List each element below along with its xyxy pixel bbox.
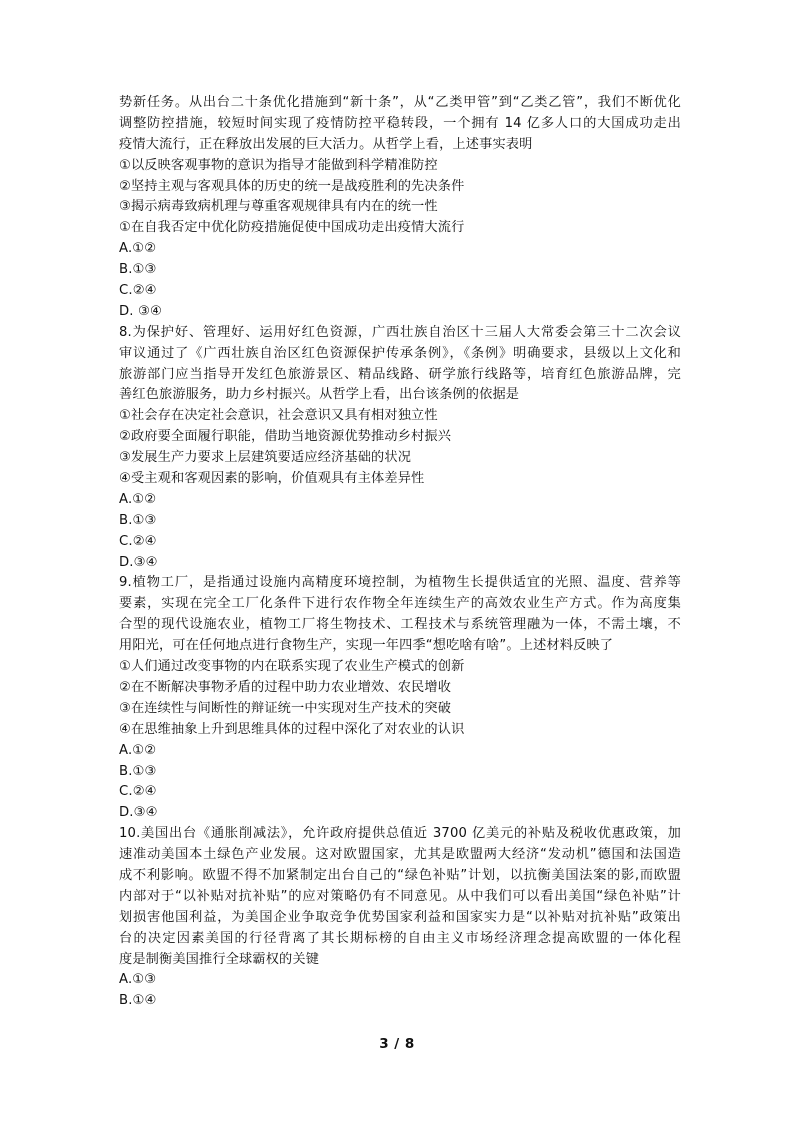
question-10-option-b: B.①④ [119,993,157,1009]
question-8-stem-line: 8.为保护好、管理好、运用好红色资源，广西壮族自治区十三届人大常委会第三十二次会议 [119,324,681,340]
question-9-stem-line: 用阳光，可在任何地点进行食物生产，实现一年四季“想吃啥有啥”。上述材料反映了 [119,638,614,654]
question-10-stem-line: 划损害他国利益，为美国企业争取竞争优势国家利益和国家实力是“以补贴对抗补贴”政策出 [119,909,681,925]
question-8-statement: ③发展生产力要求上层建筑要适应经济基础的状况 [119,450,412,466]
question-7-option-d: D. ③④ [119,303,162,319]
question-7-statement: ①在自我否定中优化防疫措施促使中国成功走出疫情大流行 [119,220,465,236]
question-7-stem-line: 势新任务。从出台二十条优化措施到“新十条”，从“乙类甲管”到“乙类乙管”，我们不断优化 [119,95,681,110]
question-8-stem-line: 善红色旅游服务，助力乡村振兴。从哲学上看，出台该条例的依据是 [119,387,520,403]
question-10 [119,824,681,1012]
question-7-stem-line: 调整防控措施，较短时间实现了疫情防控平稳转段，一个拥有 14 亿多人口的大国成功走出 [119,115,681,131]
question-10-stem-line: 速准动美国本土绿色产业发展。这对欧盟国家，尤其是欧盟两大经济“发动机”德国和法国造 [119,847,681,863]
document-body [119,93,681,1012]
question-9-stem-line: 9.植物工厂，是指通过设施内高精度环境控制，为植物生长提供适宜的光照、温度、营养等 [119,575,681,591]
question-9-stem-line: 合型的现代设施农业，植物工厂将生物技术、工程技术与系统管理融为一体，不需土壤，不 [119,617,681,633]
question-9-statement: ③在连续性与间断性的辩证统一中实现对生产技术的突破 [119,700,452,716]
question-9-statement: ①人们通过改变事物的内在联系实现了农业生产模式的创新 [119,659,465,675]
question-9-statement: ②在不断解决事物矛盾的过程中助力农业增效、农民增收 [119,679,452,695]
question-9-stem-line: 要素，实现在完全工厂化条件下进行农作物全年连续生产的高效农业生产方式。作为高度集 [119,596,681,612]
question-8-stem-line: 旅游部门应当指导开发红色旅游景区、精品线路、研学旅行线路等，培育红色旅游品牌，完 [119,366,681,382]
question-7-statement: ①以反映客观事物的意识为指导才能做到科学精准防控 [119,157,438,173]
question-8-option-b: B.①③ [119,512,157,528]
question-7-statement: ③揭示病毒致病机理与尊重客观规律具有内在的统一性 [119,199,438,215]
question-10-option-a: A.①③ [119,972,157,988]
question-9-option-c: C.②④ [119,784,157,800]
question-8-stem-line: 审议通过了《广西壮族自治区红色资源保护传承条例》，《条例》明确要求，县级以上文化和 [119,345,681,361]
question-7-statement: ②坚持主观与客观具体的历史的统一是战疫胜利的先决条件 [119,178,465,194]
question-10-stem-line: 内部对于“以补贴对抗补贴”的应对策略仍有不同意见。从中我们可以看出美国“绿色补贴”计 [119,888,681,904]
question-7-option-a: A.①② [119,241,157,257]
question-10-stem-line: 成不利影响。欧盟不得不加紧制定出台自己的“绿色补贴”计划，以抗衡美国法案的影,而欧盟 [119,867,681,883]
question-8-statement: ④受主观和客观因素的影响，价值观具有主体差异性 [119,471,425,487]
question-8 [119,323,681,574]
page-number: 3 / 8 [379,1036,415,1052]
question-10-stem-line: 10.美国出台《通胀削减法》，允许政府提供总值近 3700 亿美元的补贴及税收优惠政策，加 [119,826,681,842]
question-8-option-c: C.②④ [119,533,157,549]
question-8-option-d: D.③④ [119,554,158,570]
question-8-statement: ②政府要全面履行职能，借助当地资源优势推动乡村振兴 [119,429,452,445]
question-7-option-b: B.①③ [119,262,157,278]
question-10-stem-line: 台的决定因素美国的行径背离了其长期标榜的自由主义市场经济理念提高欧盟的一体化程 [119,930,681,946]
question-9-option-a: A.①② [119,742,157,758]
question-7-stem-line: 疫情大流行，正在释放出发展的巨大活力。从哲学上看，上述事实表明 [119,136,533,152]
question-9-option-d: D.③④ [119,805,158,821]
question-9-option-b: B.①③ [119,763,157,779]
question-9 [119,573,681,824]
question-8-statement: ①社会存在决定社会意识，社会意识又具有相对独立性 [119,408,438,424]
question-10-stem-line: 度是制衡美国推行全球霸权的关键 [119,951,320,967]
question-7 [119,93,681,323]
question-8-option-a: A.①② [119,491,157,507]
question-9-statement: ④在思维抽象上升到思维具体的过程中深化了对农业的认识 [119,721,465,737]
question-7-option-c: C.②④ [119,283,157,299]
